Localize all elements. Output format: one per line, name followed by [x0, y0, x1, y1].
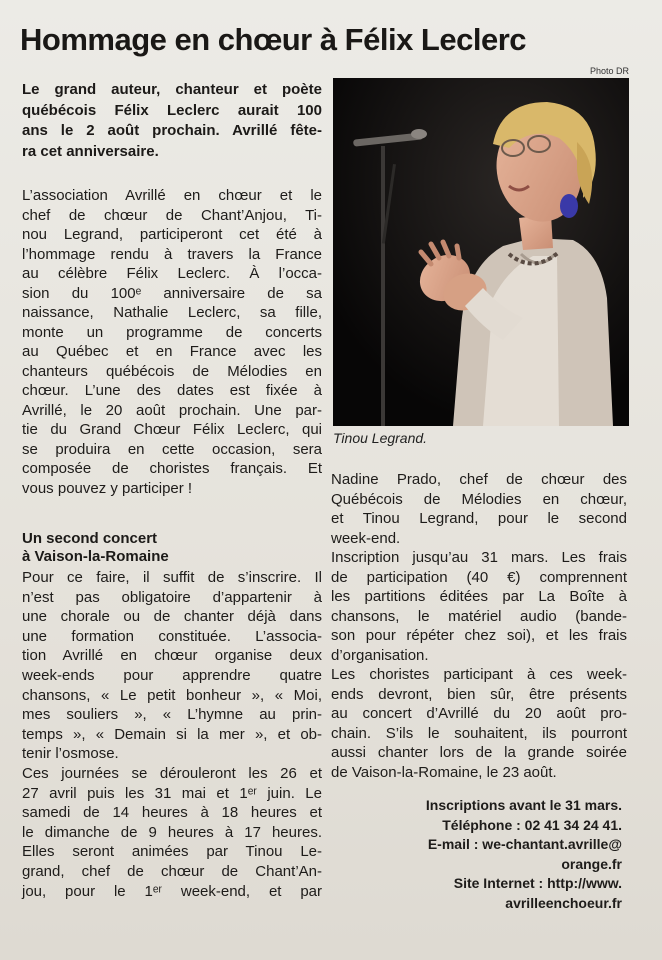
- contact-info-block: [331, 796, 622, 914]
- lead-line: québécois Félix Leclerc aurait 100: [22, 101, 322, 119]
- text-line: chansons, « Le petit bonheur », « Moi,: [22, 686, 322, 704]
- photo-credit: Photo DR: [590, 66, 630, 76]
- text-line: week-ends pour apprendre quatre: [22, 666, 322, 684]
- subheading-line: à Vaison-la-Romaine: [22, 548, 169, 565]
- text-line: temps », « Demain si la mer », et ob-: [22, 725, 322, 743]
- text-line: naissance, Nathalie Leclerc, sa fille,: [22, 304, 322, 321]
- registration-deadline: Inscriptions avant le 31 mars.: [425, 797, 622, 813]
- text-line: L’association Avrillé en chœur et le: [22, 187, 322, 204]
- text-line: Québécois de Mélodies en chœur,: [331, 490, 627, 508]
- text-line: tenir l’osmose.: [22, 745, 119, 763]
- text-line: tion Avrillé en chœur organise deux: [22, 647, 322, 665]
- email-address-continued: orange.fr: [561, 855, 622, 872]
- text-line: au concert d’Avrillé du 20 août pro-: [331, 705, 627, 722]
- article-intro-paragraph: [22, 186, 322, 498]
- text-line: de Vaison-la-Romaine, le 23 août.: [331, 763, 557, 781]
- text-line: nou Legrand, participeront cet été à: [22, 226, 322, 243]
- text-line: samedi de 14 heures à 18 heures et: [22, 804, 322, 822]
- text-line: une chorale ou de chanter déjà dans: [22, 608, 322, 626]
- text-line: le dimanche de 9 heures à 17 heures.: [22, 823, 322, 841]
- text-line: composée de choristes français. Et: [22, 460, 322, 477]
- lead-line: Le grand auteur, chanteur et poète: [22, 81, 322, 98]
- article-section-paragraph: [22, 568, 322, 901]
- text-line: et Tinou Legrand, pour le second: [331, 510, 627, 527]
- text-line: n’est pas obligatoire d’appartenir à: [22, 588, 322, 606]
- text-line: sion du 100ᵉ anniversaire de sa: [22, 284, 322, 302]
- text-line: de participation (40 €) comprennent: [331, 568, 627, 586]
- text-line: les partitions éditées par La Boîte à: [331, 588, 627, 605]
- text-line: une formation constituée. L’associa-: [22, 627, 322, 645]
- text-line: Pour ce faire, il suffit de s’inscrire. Il: [22, 569, 322, 586]
- lead-line: ans le 2 août prochain. Avrillé fête-: [22, 122, 322, 139]
- text-line: Ces journées se dérouleront les 26 et: [22, 764, 322, 782]
- text-line: chansons, le matériel audio (bande-: [331, 607, 627, 625]
- text-line: Les choristes participant à ces week-: [331, 666, 627, 683]
- text-line: son pour répéter chez soi), et les frais: [331, 627, 627, 644]
- text-line: mes souliers », « L’hymne au prin-: [22, 706, 322, 724]
- section-subheading: [22, 530, 322, 566]
- article-lead-paragraph: [22, 80, 322, 162]
- text-line: monte un programme de concerts: [22, 323, 322, 341]
- text-line: ends devront, bien sûr, être présents: [331, 685, 627, 703]
- text-line: grand, chef de chœur de Chant’An-: [22, 862, 322, 880]
- phone-number: Téléphone : 02 41 34 24 41.: [442, 816, 622, 833]
- text-line: aussi chanter lors de la grande soirée: [331, 744, 627, 761]
- website-url-continued: avrilleenchoeur.fr: [505, 894, 622, 911]
- article-photo: [333, 78, 629, 426]
- article-headline: Hommage en chœur à Félix Leclerc: [20, 22, 527, 57]
- text-line: 27 avril puis les 31 mai et 1ᵉʳ juin. Le: [22, 784, 322, 802]
- text-line: d’organisation.: [331, 646, 429, 664]
- text-line: chef de chœur de Chant’Anjou, Ti-: [22, 206, 322, 224]
- text-line: au Québec et en France avec les: [22, 343, 322, 360]
- text-line: Elles seront animées par Tinou Le-: [22, 843, 322, 861]
- singer-photo-illustration: [333, 78, 629, 426]
- text-line: chœur. L’une des dates est fixée à: [22, 382, 322, 399]
- text-line: chain. S’ils le souhaitent, ils pourront: [331, 724, 627, 742]
- text-line: se produira en cette occasion, sera: [22, 440, 322, 458]
- article-column-two: [331, 470, 627, 782]
- text-line: Nadine Prado, chef de chœur des: [331, 471, 627, 488]
- text-line: au célèbre Félix Leclerc. À l’occa-: [22, 265, 322, 282]
- text-line: vous pouvez y participer !: [22, 479, 193, 497]
- photo-caption: Tinou Legrand.: [333, 430, 428, 446]
- text-line: Inscription jusqu’au 31 mars. Les frais: [331, 549, 627, 566]
- text-line: Avrillé, le 20 août prochain. Une par-: [22, 401, 322, 419]
- website-url: Site Internet : http://www.: [453, 875, 622, 892]
- subheading-line: Un second concert: [22, 530, 158, 547]
- text-line: tie du Grand Chœur Félix Leclerc, qui: [22, 421, 322, 438]
- text-line: jou, pour le 1ᵉʳ week-end, et par: [22, 882, 322, 900]
- text-line: l’hommage rendu à travers la France: [22, 245, 322, 263]
- lead-line: ra cet anniversaire.: [22, 142, 159, 160]
- text-line: week-end.: [331, 529, 401, 547]
- text-line: chanteurs québécois de Mélodies en: [22, 362, 322, 380]
- email-address: E-mail : we-chantant.avrille@: [427, 836, 622, 853]
